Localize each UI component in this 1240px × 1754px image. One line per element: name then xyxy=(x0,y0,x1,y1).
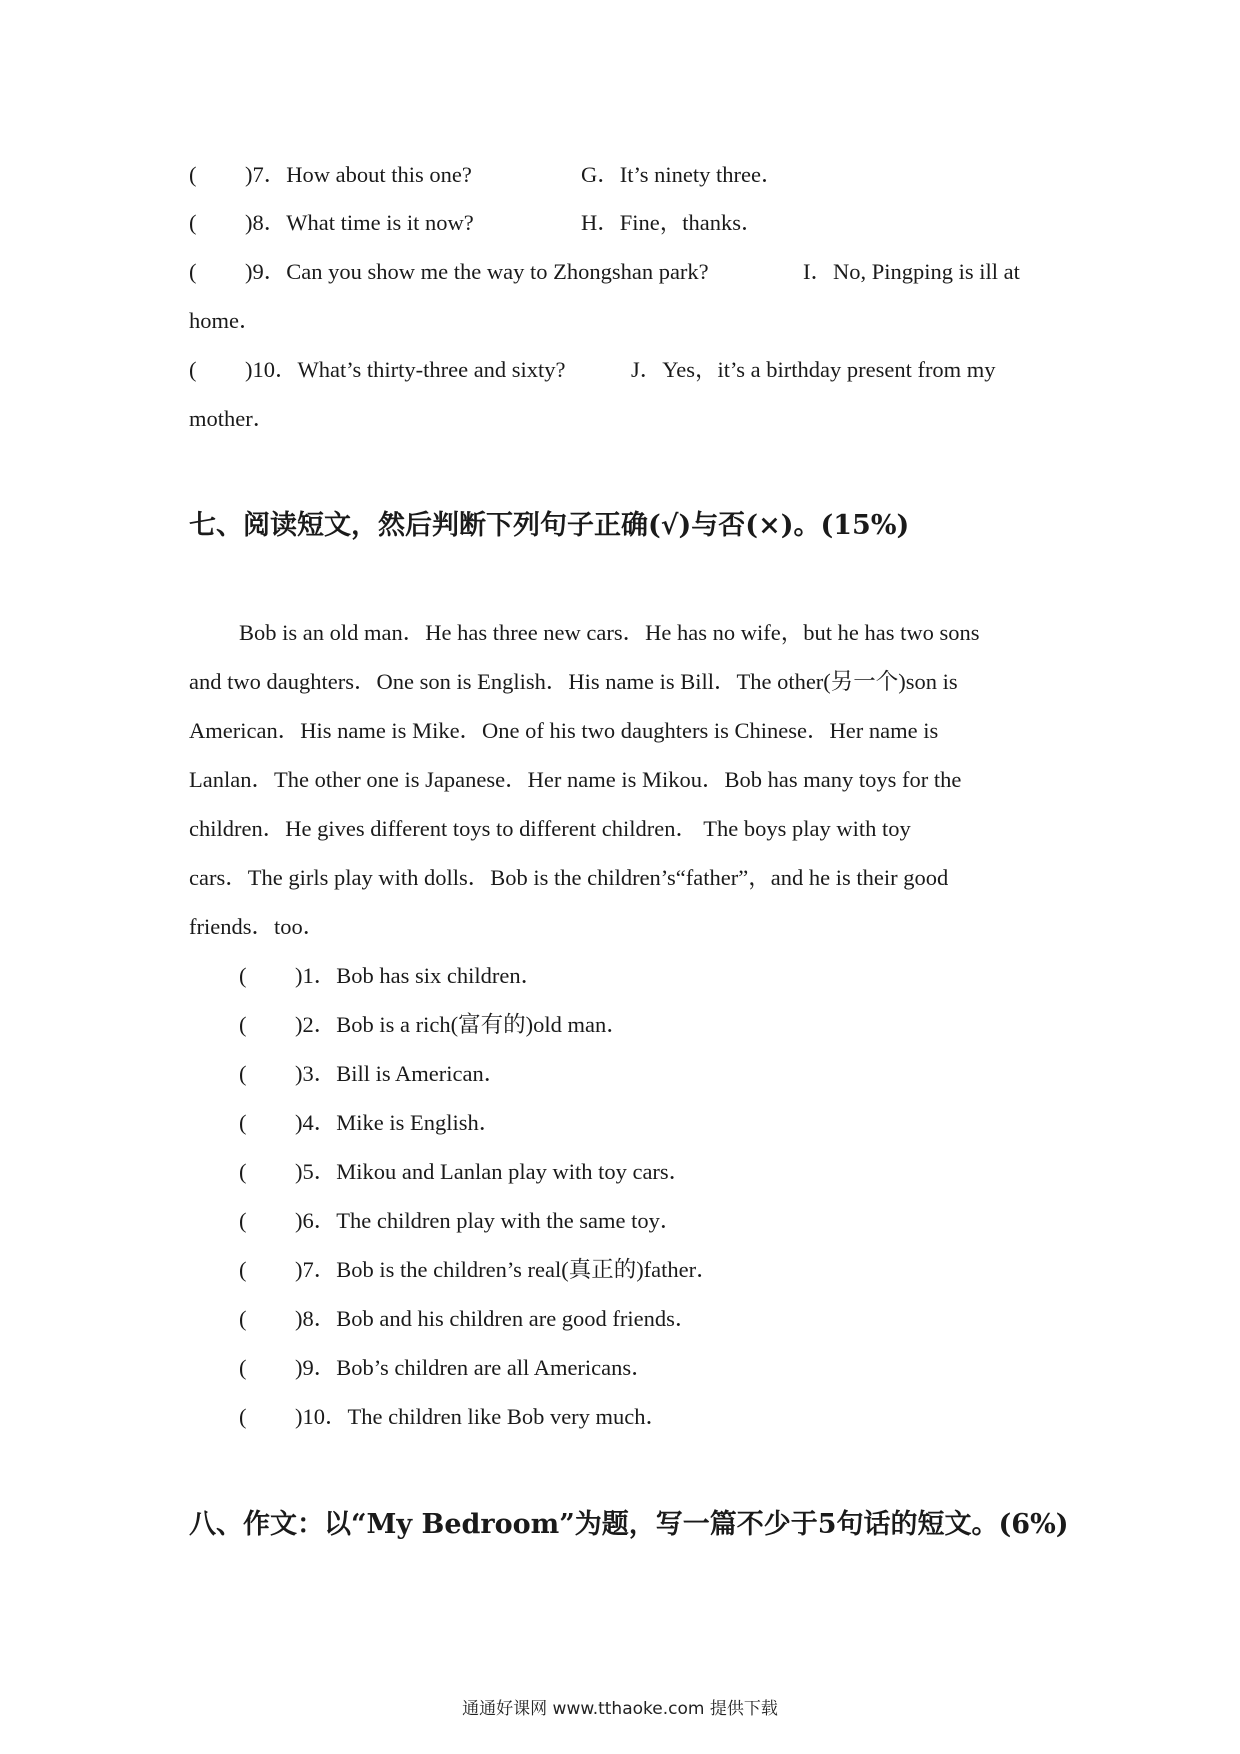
item-question: How about this one? xyxy=(286,162,472,187)
tf-question-8 xyxy=(239,1304,697,1334)
item-question: What time is it now? xyxy=(286,210,474,235)
tf-question-7 xyxy=(239,1255,719,1285)
passage-line: Lanlan．The other one is Japanese．Her name is Mikou．Bob has many toys for the xyxy=(189,767,962,792)
answer-blank: ( xyxy=(239,1355,247,1380)
question-number: )7． xyxy=(295,1257,337,1282)
tf-question-2 xyxy=(239,1010,629,1040)
question-text: Bill is American． xyxy=(336,1061,507,1086)
passage-line: cars．The girls play with dolls．Bob is the children’s“father”，and he is their good xyxy=(189,865,949,890)
answer-blank: ( xyxy=(189,357,197,382)
answer-blank: ( xyxy=(239,1012,247,1037)
question-number: )1． xyxy=(295,963,337,988)
item-question: What’s thirty-three and sixty? xyxy=(297,357,566,382)
passage-line: children．He gives different toys to different children． The boys play with toy xyxy=(189,816,911,841)
question-text: Bob and his children are good friends． xyxy=(336,1306,698,1331)
matching-item-9-continuation: home． xyxy=(189,308,262,333)
answer-blank: ( xyxy=(239,1159,247,1184)
tf-question-9 xyxy=(239,1353,654,1383)
tf-question-3 xyxy=(239,1059,506,1089)
answer-blank: ( xyxy=(239,1257,247,1282)
passage-line: American．His name is Mike．One of his two daughters is Chinese．Her name is xyxy=(189,718,939,743)
question-number: )9． xyxy=(295,1355,337,1380)
question-number: )8． xyxy=(295,1306,337,1331)
question-number: )3． xyxy=(295,1061,337,1086)
item-number: )7． xyxy=(245,162,287,187)
answer-blank: ( xyxy=(239,1404,247,1429)
item-number: )9． xyxy=(245,259,287,284)
tf-question-4 xyxy=(239,1108,501,1138)
answer-blank: ( xyxy=(239,1208,247,1233)
item-question: Can you show me the way to Zhongshan park? xyxy=(286,259,709,284)
matching-item-8 xyxy=(189,208,764,238)
item-answer: J．Yes，it’s a birthday present from my xyxy=(631,357,996,382)
question-text: Bob is a rich(富有的)old man． xyxy=(336,1012,629,1037)
question-number: )5． xyxy=(295,1159,337,1184)
answer-blank: ( xyxy=(189,210,197,235)
question-text: Mikou and Lanlan play with toy cars． xyxy=(336,1159,692,1184)
tf-question-6 xyxy=(239,1206,682,1236)
section-8-heading: 八、作文：以“My Bedroom”为题，写一篇不少于5句话的短文。(6%) xyxy=(189,1509,1069,1540)
question-text: The children play with the same toy． xyxy=(336,1208,683,1233)
passage-line: Bob is an old man．He has three new cars．He has no wife，but he has two sons xyxy=(239,620,980,645)
passage-line: friends．too． xyxy=(189,914,326,939)
answer-blank: ( xyxy=(189,162,197,187)
passage-line: and two daughters．One son is English．His name is Bill．The other(另一个)son is xyxy=(189,669,958,694)
item-number: )8． xyxy=(245,210,287,235)
answer-blank: ( xyxy=(189,259,197,284)
answer-blank: ( xyxy=(239,963,247,988)
question-text: Bob is the children’s real(真正的)father． xyxy=(336,1257,719,1282)
question-text: Bob has six children． xyxy=(336,963,544,988)
item-number: )10． xyxy=(245,357,298,382)
matching-item-7 xyxy=(189,160,784,190)
question-number: )2． xyxy=(295,1012,337,1037)
question-text: The children like Bob very much． xyxy=(347,1404,669,1429)
item-answer: I．No, Pingping is ill at xyxy=(803,259,1020,284)
item-answer: G．It’s ninety three． xyxy=(581,162,784,187)
answer-blank: ( xyxy=(239,1061,247,1086)
matching-item-9 xyxy=(189,257,1020,287)
answer-blank: ( xyxy=(239,1110,247,1135)
tf-question-10 xyxy=(239,1402,668,1432)
section-7-heading: 七、阅读短文，然后判断下列句子正确(√)与否(×)。(15%) xyxy=(189,510,910,541)
question-number: )6． xyxy=(295,1208,337,1233)
matching-item-10-continuation: mother． xyxy=(189,406,276,431)
item-answer: H．Fine，thanks． xyxy=(581,210,764,235)
page-footer: 通通好课网 www.tthaoke.com 提供下载 xyxy=(462,1699,778,1719)
question-text: Mike is English． xyxy=(336,1110,502,1135)
tf-question-5 xyxy=(239,1157,691,1187)
question-number: )4． xyxy=(295,1110,337,1135)
question-text: Bob’s children are all Americans． xyxy=(336,1355,654,1380)
answer-blank: ( xyxy=(239,1306,247,1331)
tf-question-1 xyxy=(239,961,543,991)
matching-item-10 xyxy=(189,355,996,385)
question-number: )10． xyxy=(295,1404,348,1429)
